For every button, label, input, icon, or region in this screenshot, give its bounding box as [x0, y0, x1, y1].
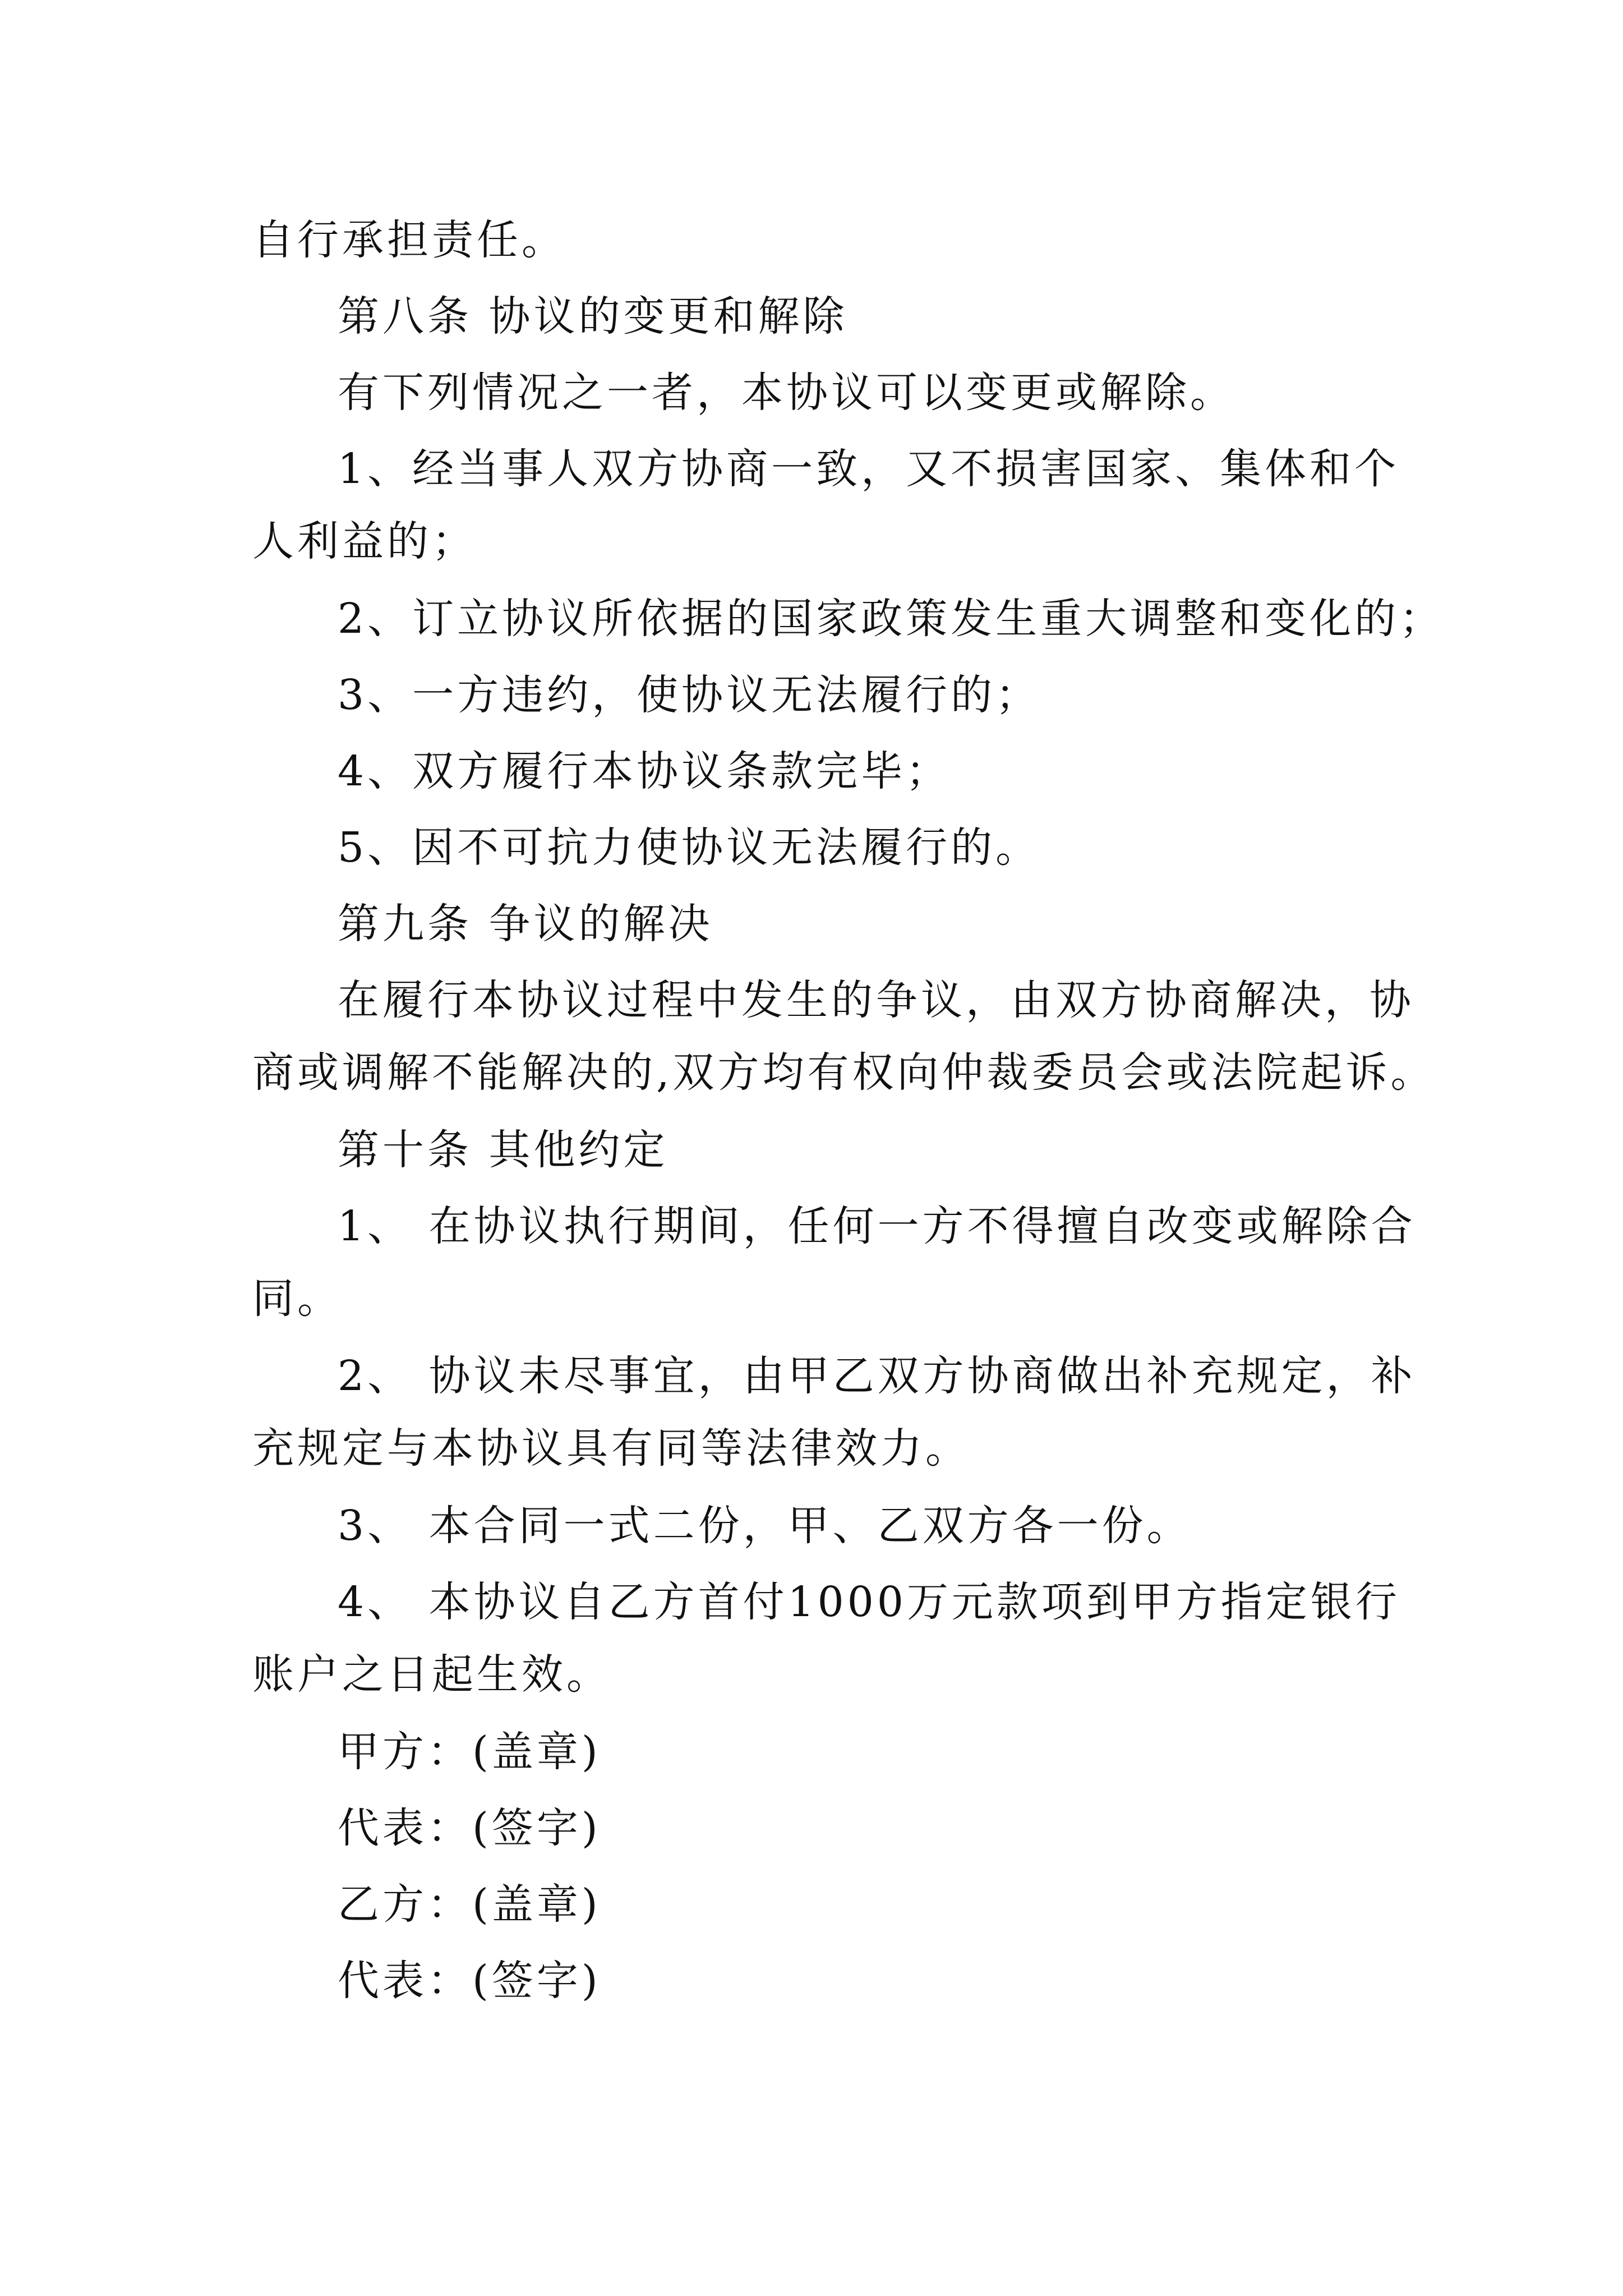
text-line-19: 4、 本协议自乙方首付1000万元款项到甲方指定银行 — [338, 1578, 1400, 1626]
party-b-representative: 代表：(签字) — [338, 1957, 601, 2005]
party-a-seal: 甲方：(盖章) — [338, 1728, 601, 1776]
party-a-representative: 代表：(签字) — [338, 1804, 601, 1852]
article-8-heading: 第八条 协议的变更和解除 — [338, 292, 848, 341]
article-10-heading: 第十条 其他约定 — [338, 1126, 668, 1174]
text-line-20: 账户之日起生效。 — [252, 1650, 611, 1699]
text-line-15: 同。 — [252, 1274, 342, 1323]
text-line-1: 自行承担责任。 — [252, 216, 566, 264]
text-line-17: 充规定与本协议具有同等法律效力。 — [252, 1424, 970, 1473]
text-line-6: 2、订立协议所依据的国家政策发生重大调整和变化的； — [338, 595, 1445, 643]
text-line-4: 1、经当事人双方协商一致，又不损害国家、集体和个 — [338, 445, 1400, 493]
text-line-8: 4、双方履行本协议条款完毕； — [338, 747, 951, 795]
text-line-9: 5、因不可抗力使协议无法履行的。 — [338, 823, 1041, 872]
text-line-12: 商或调解不能解决的,双方均有权向仲裁委员会或法院起诉。 — [252, 1048, 1436, 1097]
party-b-seal: 乙方：(盖章) — [338, 1880, 601, 1929]
text-line-11: 在履行本协议过程中发生的争议，由双方协商解决，协 — [338, 976, 1414, 1024]
text-line-3: 有下列情况之一者，本协议可以变更或解除。 — [338, 369, 1235, 417]
text-line-16: 2、 协议未尽事宜，由甲乙双方协商做出补充规定，补 — [338, 1352, 1416, 1400]
text-line-7: 3、一方违约，使协议无法履行的； — [338, 671, 1041, 719]
text-line-14: 1、 在协议执行期间，任何一方不得擅自改变或解除合 — [338, 1202, 1416, 1250]
article-9-heading: 第九条 争议的解决 — [338, 900, 713, 948]
text-line-5: 人利益的； — [252, 517, 477, 565]
text-line-18: 3、 本合同一式二份，甲、乙双方各一份。 — [338, 1502, 1192, 1550]
